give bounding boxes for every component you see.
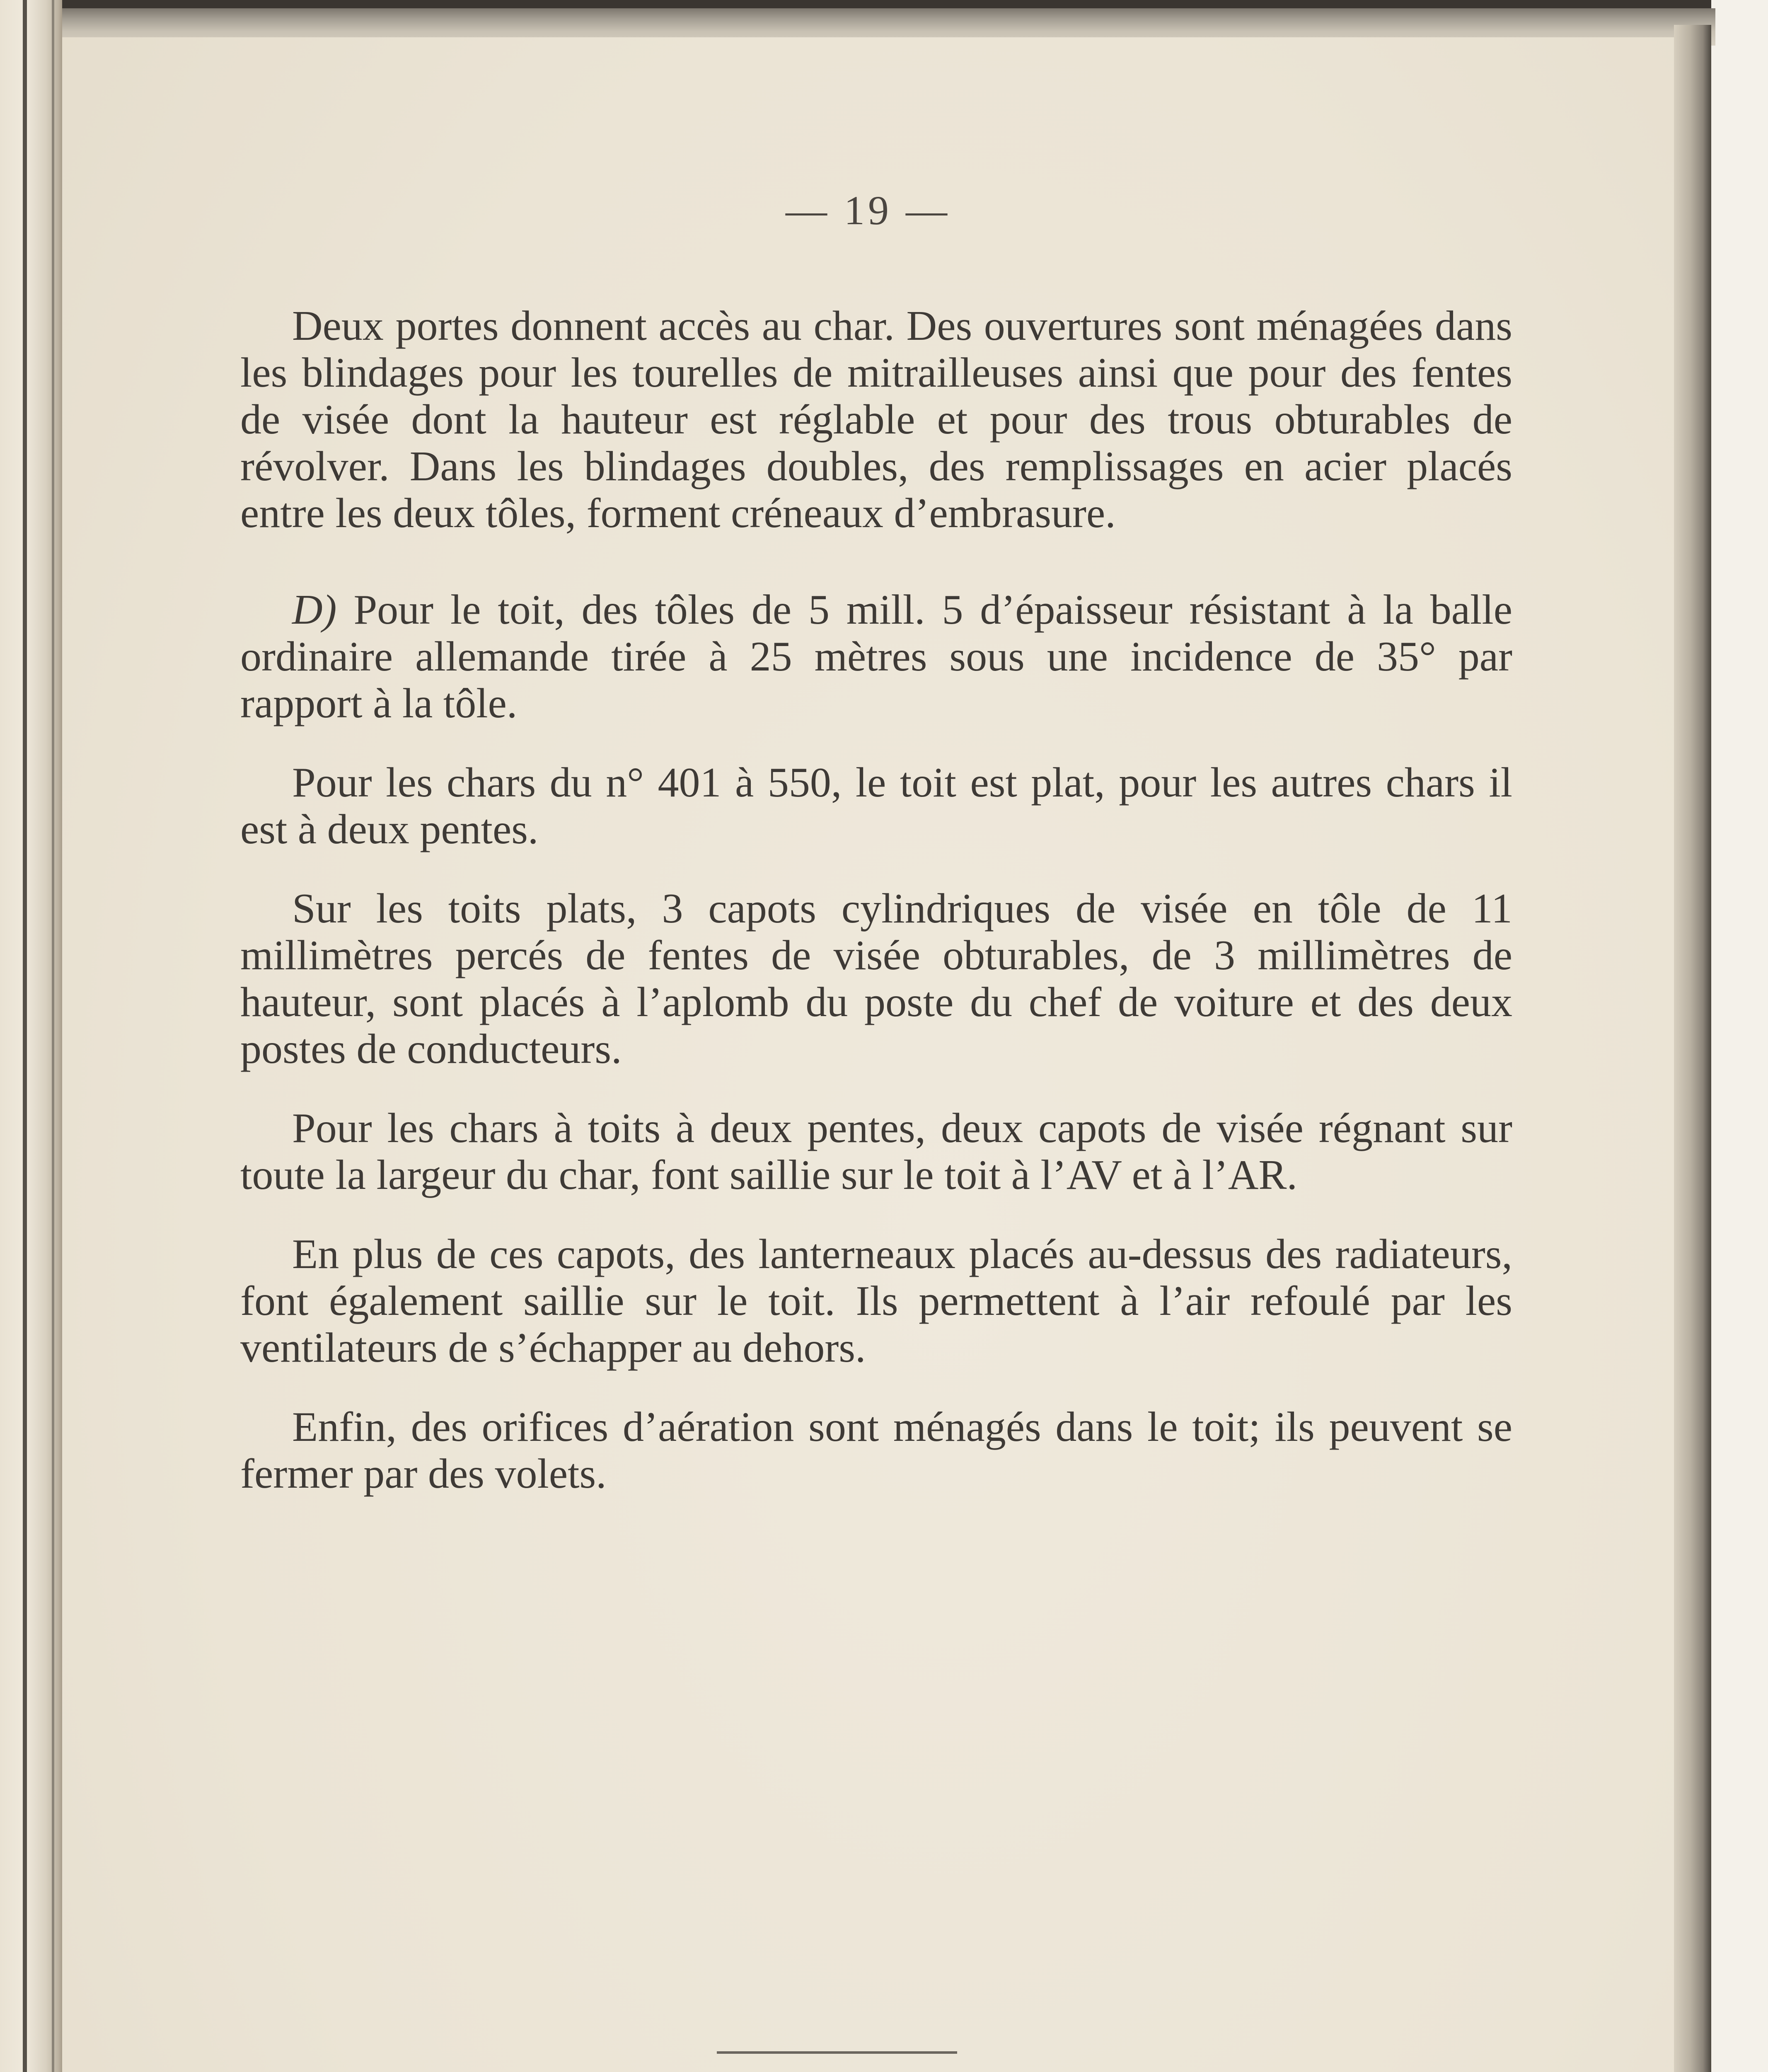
paragraph — [240, 1105, 1512, 1198]
page-number: — 19 — — [786, 187, 951, 233]
binding-edge-line — [52, 0, 54, 2072]
paragraph-text: Deux portes donnent accès au char. Des ouvertures sont ménagées dans les blindages pour les tourelles de mitrailleuses ainsi que pour des fentes de visée dont la hauteur est réglable et pour des trous obturables de révolver. Dans les blindages doubles, des remplissages en acier placés entre les deux tôles, forment créneaux d’embrasure. — [240, 303, 1512, 537]
paragraph-text: Enfin, des orifices d’aération sont ménagés dans le toit; ils peuvent se fermer par des volets. — [240, 1404, 1512, 1497]
book-binding — [0, 0, 62, 2072]
paragraph — [240, 1404, 1512, 1497]
paragraph-text: Sur les toits plats, 3 capots cylindriques de visée en tôle de 11 millimètres percés de fentes de visée obturables, de 3 millimètres de hauteur, sont placés à l’aplomb du poste du chef de voiture et des deux postes de conducteurs. — [240, 885, 1512, 1072]
paragraph — [240, 586, 1512, 727]
section-letter: D) — [292, 586, 337, 633]
paragraph — [240, 1231, 1512, 1371]
page-right-edge — [1674, 25, 1711, 2072]
end-rule — [717, 2051, 957, 2054]
binding-edge-line — [23, 0, 27, 2072]
paragraph-text: Pour les chars du n° 401 à 550, le toit est plat, pour les autres chars il est à deux pentes. — [240, 759, 1512, 853]
paragraph — [240, 303, 1512, 537]
body-text — [240, 303, 1512, 1530]
book-page — [62, 37, 1674, 2072]
scan-background-right — [1711, 0, 1768, 2072]
paragraph — [240, 885, 1512, 1072]
paragraph — [240, 759, 1512, 853]
paragraph-text: En plus de ces capots, des lanterneaux placés au-dessus des radiateurs, font également saillie sur le toit. Ils permettent à l’air refoulé par les ventilateurs de s’échapper au dehors. — [240, 1231, 1512, 1371]
paragraph-text: Pour les chars à toits à deux pentes, deux capots de visée régnant sur toute la largeur du char, font saillie sur le toit à l’AV et à l’AR. — [240, 1105, 1512, 1198]
paragraph-text: Pour le toit, des tôles de 5 mill. 5 d’épaisseur résistant à la balle ordinaire allemande tirée à 25 mètres sous une incidence de 35° par rapport à la tôle. — [240, 586, 1512, 727]
